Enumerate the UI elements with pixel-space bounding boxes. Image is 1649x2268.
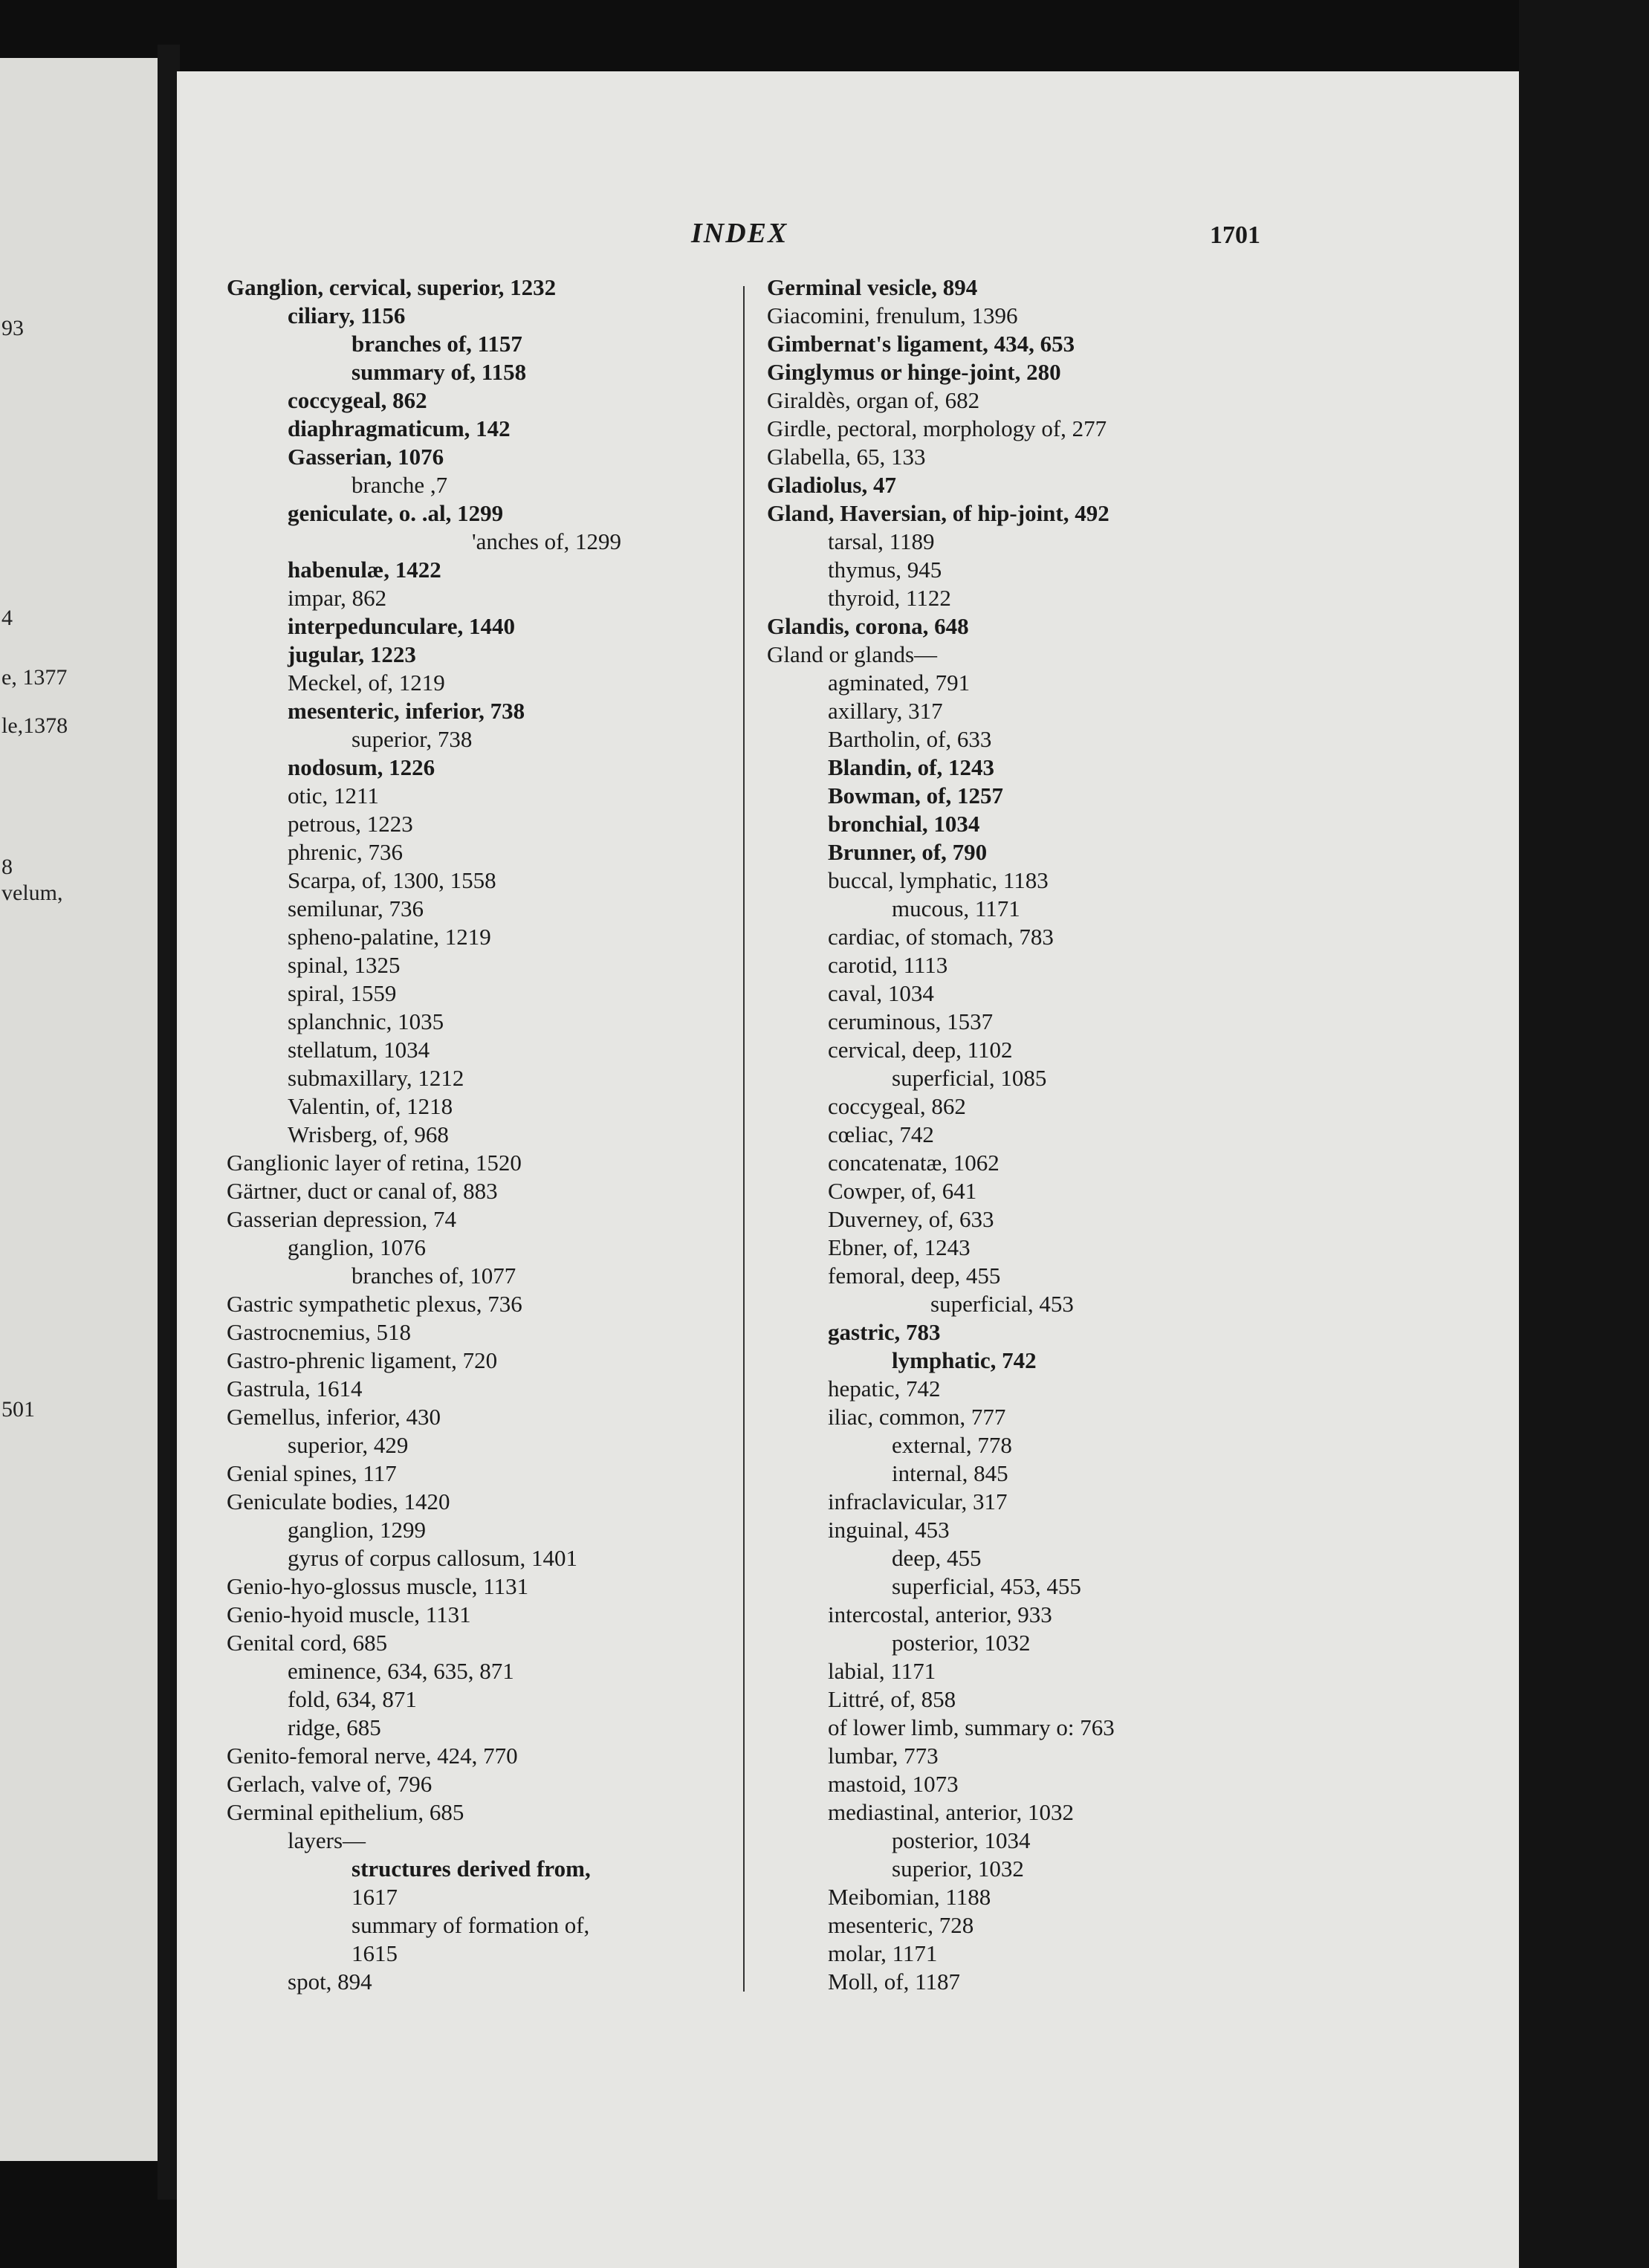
index-entry: Ginglymus or hinge-joint, 280 [767,359,1061,385]
index-entry: Gastrocnemius, 518 [227,1319,411,1345]
index-entry: Meibomian, 1188 [828,1884,991,1910]
index-entry: inguinal, 453 [828,1517,950,1543]
index-entry: Moll, of, 1187 [828,1969,960,1995]
index-entry: ganglion, 1076 [288,1234,426,1260]
facing-page-fragment: e, 1377 [1,665,68,690]
index-entry: phrenic, 736 [288,839,403,865]
index-entry: mesenteric, inferior, 738 [288,698,525,724]
index-entry: habenulæ, 1422 [288,557,441,583]
index-entry: Gemellus, inferior, 430 [227,1404,441,1430]
index-entry: external, 778 [892,1432,1012,1458]
index-entry: molar, 1171 [828,1940,938,1966]
index-entry: Gimbernat's ligament, 434, 653 [767,331,1075,357]
index-entry: Valentin, of, 1218 [288,1093,453,1119]
index-entry: ceruminous, 1537 [828,1008,994,1034]
index-entry: superficial, 1085 [892,1065,1047,1091]
index-entry: carotid, 1113 [828,952,948,978]
index-entry: cœliac, 742 [828,1121,934,1147]
index-entry: Genial spines, 117 [227,1460,397,1486]
page-number: 1701 [1210,221,1260,249]
index-entry: eminence, 634, 635, 871 [288,1658,514,1684]
index-entry: 1615 [351,1940,398,1966]
index-entry: Cowper, of, 641 [828,1178,977,1204]
index-entry: Girdle, pectoral, morphology of, 277 [767,415,1107,441]
index-entry: Ganglionic layer of retina, 1520 [227,1150,522,1176]
index-entry: branche ,7 [351,472,448,498]
index-entry: axillary, 317 [828,698,943,724]
index-entry: semilunar, 736 [288,895,424,921]
index-entry: Genito-femoral nerve, 424, 770 [227,1743,518,1769]
facing-page-fragment: 4 [1,606,13,630]
index-entry: summary of, 1158 [351,359,527,385]
background-edge [1519,0,1649,2268]
index-entry: superior, 738 [351,726,473,752]
index-entry: geniculate, o. .al, 1299 [288,500,504,526]
index-entry: posterior, 1032 [892,1630,1031,1656]
facing-page-fragment: 501 [1,1397,35,1422]
facing-page-fragment: velum, [1,881,63,905]
index-entry: Scarpa, of, 1300, 1558 [288,867,496,893]
index-entry: cardiac, of stomach, 783 [828,924,1054,950]
index-entry: mesenteric, 728 [828,1912,974,1938]
index-entry: Germinal vesicle, 894 [767,274,978,300]
index-entry: labial, 1171 [828,1658,936,1684]
index-entry: deep, 455 [892,1545,982,1571]
index-entry: otic, 1211 [288,783,379,809]
index-entry: summary of formation of, [351,1912,590,1938]
index-entry: tarsal, 1189 [828,528,935,554]
index-entry: Gastric sympathetic plexus, 736 [227,1291,522,1317]
index-entry: spot, 894 [288,1969,372,1995]
index-entry: Meckel, of, 1219 [288,670,445,696]
index-entry: superior, 1032 [892,1856,1024,1882]
index-entry: thyroid, 1122 [828,585,951,611]
index-entry: Ebner, of, 1243 [828,1234,971,1260]
index-entry: fold, 634, 871 [288,1686,417,1712]
index-entry: iliac, common, 777 [828,1404,1006,1430]
index-entry: Bartholin, of, 633 [828,726,992,752]
index-entry: Gladiolus, 47 [767,472,896,498]
index-column-left [227,273,725,1996]
index-entry: jugular, 1223 [288,641,416,667]
index-entry: posterior, 1034 [892,1827,1031,1853]
index-entry: ridge, 685 [288,1714,381,1740]
index-entry: caval, 1034 [828,980,934,1006]
index-entry: Gastro-phrenic ligament, 720 [227,1347,498,1373]
index-entry: Giraldès, organ of, 682 [767,387,980,413]
index-entry: diaphragmaticum, 142 [288,415,511,441]
facing-page-fragment: 93 [1,316,24,340]
index-entry: cervical, deep, 1102 [828,1037,1013,1063]
index-entry: Glandis, corona, 648 [767,613,969,639]
index-entry: mediastinal, anterior, 1032 [828,1799,1075,1825]
index-entry: petrous, 1223 [288,811,413,837]
index-entry: Genio-hyoid muscle, 1131 [227,1601,471,1627]
index-entry: ganglion, 1299 [288,1517,426,1543]
index-entry: ciliary, 1156 [288,302,406,328]
index-entry: Duverney, of, 633 [828,1206,994,1232]
index-entry: Genital cord, 685 [227,1630,388,1656]
index-entry: Gärtner, duct or canal of, 883 [227,1178,498,1204]
index-entry: lumbar, 773 [828,1743,939,1769]
index-entry: Gastrula, 1614 [227,1376,363,1402]
index-entry: Brunner, of, 790 [828,839,988,865]
index-entry: coccygeal, 862 [288,387,427,413]
index-entry: branches of, 1077 [351,1263,516,1289]
index-entry: structures derived from, [351,1856,591,1882]
index-entry: interpedunculare, 1440 [288,613,515,639]
index-entry: Germinal epithelium, 685 [227,1799,464,1825]
index-entry: concatenatæ, 1062 [828,1150,1000,1176]
index-entry: thymus, 945 [828,557,942,583]
index-entry: internal, 845 [892,1460,1008,1486]
index-entry: superior, 429 [288,1432,409,1458]
index-entry: Wrisberg, of, 968 [288,1121,449,1147]
index-entry: gyrus of corpus callosum, 1401 [288,1545,578,1571]
index-entry: Gland or glands— [767,641,938,667]
index-column-right [767,273,1302,1996]
index-entry: Geniculate bodies, 1420 [227,1488,450,1514]
index-entry: layers— [288,1827,366,1853]
index-entry: Gasserian, 1076 [288,444,444,470]
index-entry: spheno-palatine, 1219 [288,924,491,950]
index-entry: bronchial, 1034 [828,811,980,837]
index-entry: submaxillary, 1212 [288,1065,464,1091]
index-entry: Glabella, 65, 133 [767,444,926,470]
facing-page [0,58,162,2161]
facing-page-fragment: 8 [1,855,13,879]
facing-page-fragment: le,1378 [1,713,68,738]
index-entry: mucous, 1171 [892,895,1020,921]
index-entry: Blandin, of, 1243 [828,754,994,780]
index-entry: spiral, 1559 [288,980,397,1006]
index-entry: Gerlach, valve of, 796 [227,1771,433,1797]
index-entry: Littré, of, 858 [828,1686,956,1712]
index-entry: buccal, lymphatic, 1183 [828,867,1049,893]
index-entry: Gland, Haversian, of hip-joint, 492 [767,500,1109,526]
index-entry: splanchnic, 1035 [288,1008,444,1034]
index-entry: gastric, 783 [828,1319,941,1345]
index-entry: Bowman, of, 1257 [828,783,1003,809]
index-entry: spinal, 1325 [288,952,401,978]
index-entry: lymphatic, 742 [892,1347,1037,1373]
index-entry: Ganglion, cervical, superior, 1232 [227,274,557,300]
index-entry: Genio-hyo-glossus muscle, 1131 [227,1573,529,1599]
index-entry: Gasserian depression, 74 [227,1206,457,1232]
index-entry: infraclavicular, 317 [828,1488,1008,1514]
index-entry: superficial, 453 [930,1291,1074,1317]
index-entry: superficial, 453, 455 [892,1573,1081,1599]
index-entry: of lower limb, summary o: 763 [828,1714,1115,1740]
index-entry: coccygeal, 862 [828,1093,966,1119]
index-entry: agminated, 791 [828,670,971,696]
index-entry: 'anches of, 1299 [472,528,622,554]
index-entry: nodosum, 1226 [288,754,435,780]
page-title: INDEX [691,218,788,249]
column-divider [743,286,745,1992]
index-entry: intercostal, anterior, 933 [828,1601,1052,1627]
index-entry: branches of, 1157 [351,331,522,357]
index-entry: impar, 862 [288,585,387,611]
index-entry: stellatum, 1034 [288,1037,430,1063]
index-entry: Giacomini, frenulum, 1396 [767,302,1018,328]
index-entry: mastoid, 1073 [828,1771,959,1797]
index-entry: femoral, deep, 455 [828,1263,1001,1289]
index-entry: hepatic, 742 [828,1376,941,1402]
index-entry: 1617 [351,1884,398,1910]
